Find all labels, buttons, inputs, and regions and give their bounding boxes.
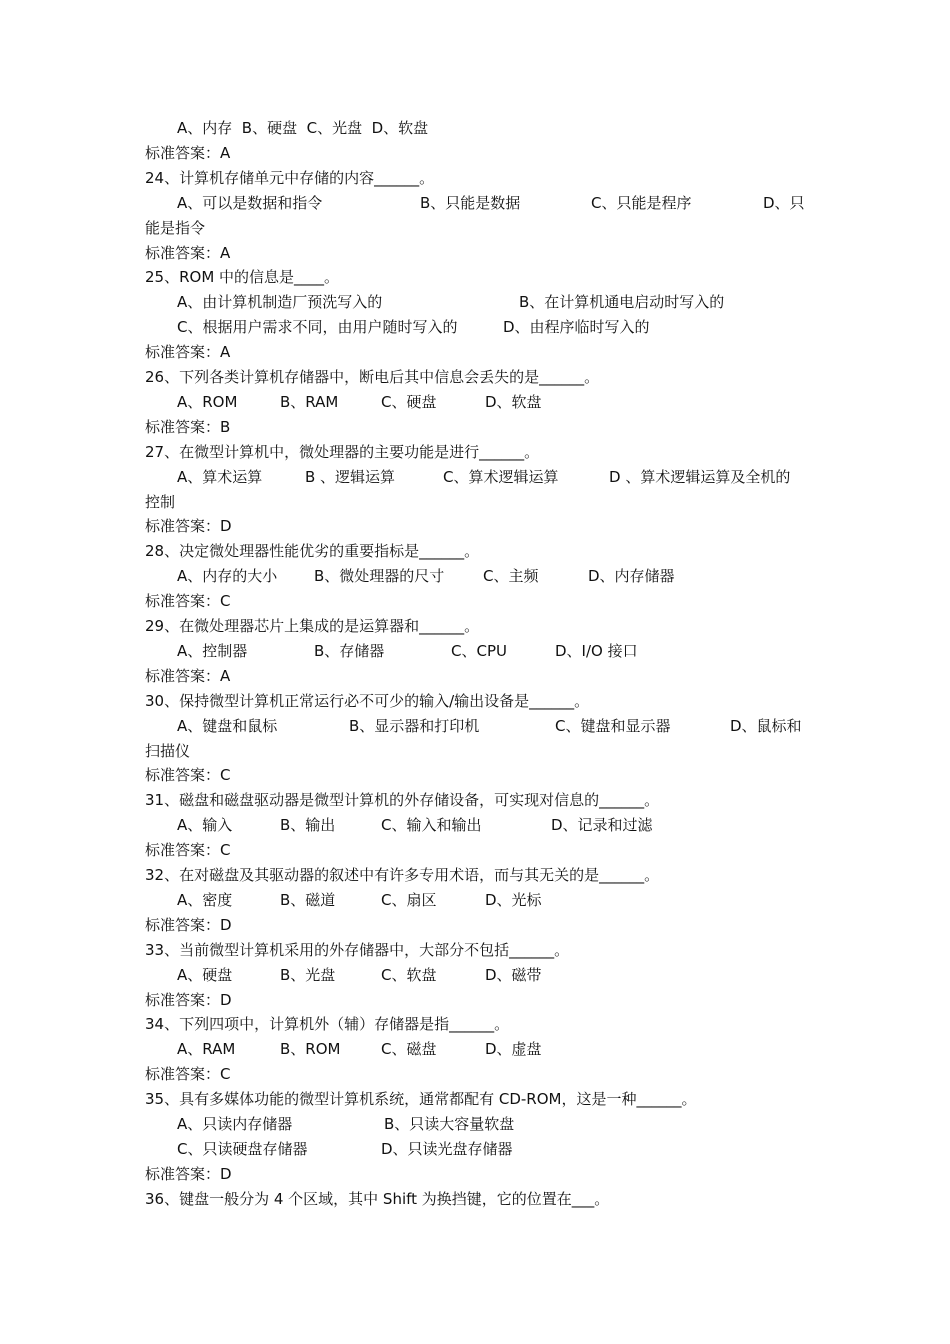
option-text: C、CPU xyxy=(451,641,507,660)
option-text: A、RAM xyxy=(177,1040,236,1059)
text-line: 33、当前微型计算机采用的外存储器中，大部分不包括______。 xyxy=(145,940,570,959)
option-text: D、I/O 接口 xyxy=(555,641,638,660)
option-text: D、软盘 xyxy=(485,392,542,411)
option-text: A、输入 xyxy=(177,816,233,835)
answer-line: 标准答案：A xyxy=(145,243,231,262)
answer-line: 标准答案：C xyxy=(145,1065,231,1084)
answer-line: 标准答案：B xyxy=(145,417,231,436)
options-line xyxy=(0,390,950,415)
option-text: D 、算术逻辑运算及全机的 xyxy=(609,467,791,486)
option-text: D、鼠标和 xyxy=(730,716,802,735)
text-line: 扫描仪 xyxy=(145,741,191,760)
option-text: C、硬盘 xyxy=(381,392,437,411)
option-text: D、只读光盘存储器 xyxy=(381,1139,513,1158)
text-line: 30、保持微型计算机正常运行必不可少的输入/输出设备是______。 xyxy=(145,691,590,710)
option-text: C、键盘和显示器 xyxy=(555,716,671,735)
option-text: B、只能是数据 xyxy=(420,193,521,212)
answer-line: 标准答案：A xyxy=(145,666,231,685)
text-line: 31、磁盘和磁盘驱动器是微型计算机的外存储设备，可实现对信息的______。 xyxy=(145,791,660,810)
option-text: C、主频 xyxy=(483,567,539,586)
options-line xyxy=(0,116,950,141)
option-text: C、输入和输出 xyxy=(381,816,482,835)
answer-line: 标准答案：A xyxy=(145,343,231,362)
option-text: D、由程序临时写入的 xyxy=(503,318,650,337)
text-line: 35、具有多媒体功能的微型计算机系统，通常都配有 CD-ROM，这是一种______。 xyxy=(145,1090,697,1109)
option-text: B、RAM xyxy=(280,392,339,411)
answer-line: 标准答案：D xyxy=(145,1164,232,1183)
text-line: 控制 xyxy=(145,492,176,511)
options-line xyxy=(0,714,950,739)
answer-line: 标准答案：C xyxy=(145,766,231,785)
answer-line: 标准答案：D xyxy=(145,990,232,1009)
answer-line: 标准答案：C xyxy=(145,592,231,611)
text-line: 34、下列四项中，计算机外（辅）存储器是指______。 xyxy=(145,1015,510,1034)
option-text: D、内存储器 xyxy=(588,567,675,586)
option-text: C、只能是程序 xyxy=(591,193,692,212)
options-line xyxy=(0,888,950,913)
option-text: B、只读大容量软盘 xyxy=(384,1115,515,1133)
options-line xyxy=(0,963,950,988)
option-text: C、只读硬盘存储器 xyxy=(177,1139,308,1158)
options-line xyxy=(0,315,950,340)
text-line: 能是指令 xyxy=(145,218,206,237)
option-text: C、软盘 xyxy=(381,965,437,984)
option-text: A、算术运算 xyxy=(177,467,263,486)
options-line xyxy=(0,639,950,664)
option-text: B、光盘 xyxy=(280,965,336,984)
option-text: A、可以是数据和指令 xyxy=(177,193,323,212)
text-line: 32、在对磁盘及其驱动器的叙述中有许多专用术语，而与其无关的是______。 xyxy=(145,866,660,884)
answer-line: 标准答案：C xyxy=(145,841,231,860)
option-text: B、微处理器的尺寸 xyxy=(314,567,445,586)
answer-line: 标准答案：A xyxy=(145,143,231,162)
option-text: D、磁带 xyxy=(485,965,542,984)
option-text: B、磁道 xyxy=(280,890,336,909)
option-text: A、键盘和鼠标 xyxy=(177,716,278,735)
option-text: A、内存 B、硬盘 C、光盘 D、软盘 xyxy=(177,119,429,137)
option-text: A、内存的大小 xyxy=(177,567,278,586)
option-text: B、在计算机通电启动时写入的 xyxy=(519,293,725,312)
option-text: B、输出 xyxy=(280,816,336,835)
text-line: 26、下列各类计算机存储器中，断电后其中信息会丢失的是______。 xyxy=(145,368,600,386)
text-line: 25、ROM 中的信息是____。 xyxy=(145,268,340,287)
text-line: 36、键盘一般分为 4 个区域，其中 Shift 为换挡键，它的位置在___。 xyxy=(145,1189,610,1208)
text-line: 27、在微型计算机中，微处理器的主要功能是进行______。 xyxy=(145,442,540,461)
options-line xyxy=(0,1037,950,1062)
options-line xyxy=(0,1137,950,1162)
text-line: 28、决定微处理器性能优劣的重要指标是______。 xyxy=(145,542,480,561)
option-text: C、磁盘 xyxy=(381,1040,437,1059)
option-text: A、密度 xyxy=(177,890,233,909)
options-line xyxy=(0,564,950,589)
option-text: A、ROM xyxy=(177,392,238,411)
answer-line: 标准答案：D xyxy=(145,517,232,536)
answer-line: 标准答案：D xyxy=(145,915,232,934)
text-line: 24、计算机存储单元中存储的内容______。 xyxy=(145,168,435,187)
options-line xyxy=(0,1112,950,1137)
option-text: A、控制器 xyxy=(177,641,248,660)
option-text: A、硬盘 xyxy=(177,965,233,984)
option-text: B 、逻辑运算 xyxy=(305,467,396,486)
option-text: D、虚盘 xyxy=(485,1040,542,1059)
option-text: B、存储器 xyxy=(314,641,385,660)
option-text: A、只读内存储器 xyxy=(177,1115,293,1133)
option-text: B、ROM xyxy=(280,1040,341,1059)
option-text: C、根据用户需求不同，由用户随时写入的 xyxy=(177,318,458,337)
options-line xyxy=(0,290,950,315)
option-text: B、显示器和打印机 xyxy=(349,716,480,735)
option-text: D、光标 xyxy=(485,890,542,909)
options-line xyxy=(0,465,950,490)
option-text: C、扇区 xyxy=(381,890,437,909)
text-line: 29、在微处理器芯片上集成的是运算器和______。 xyxy=(145,617,480,635)
option-text: C、算术逻辑运算 xyxy=(443,467,559,486)
options-line xyxy=(0,191,950,216)
options-line xyxy=(0,813,950,838)
option-text: A、由计算机制造厂预洗写入的 xyxy=(177,293,383,312)
option-text: D、记录和过滤 xyxy=(551,816,653,835)
option-text: D、只 xyxy=(763,193,805,212)
